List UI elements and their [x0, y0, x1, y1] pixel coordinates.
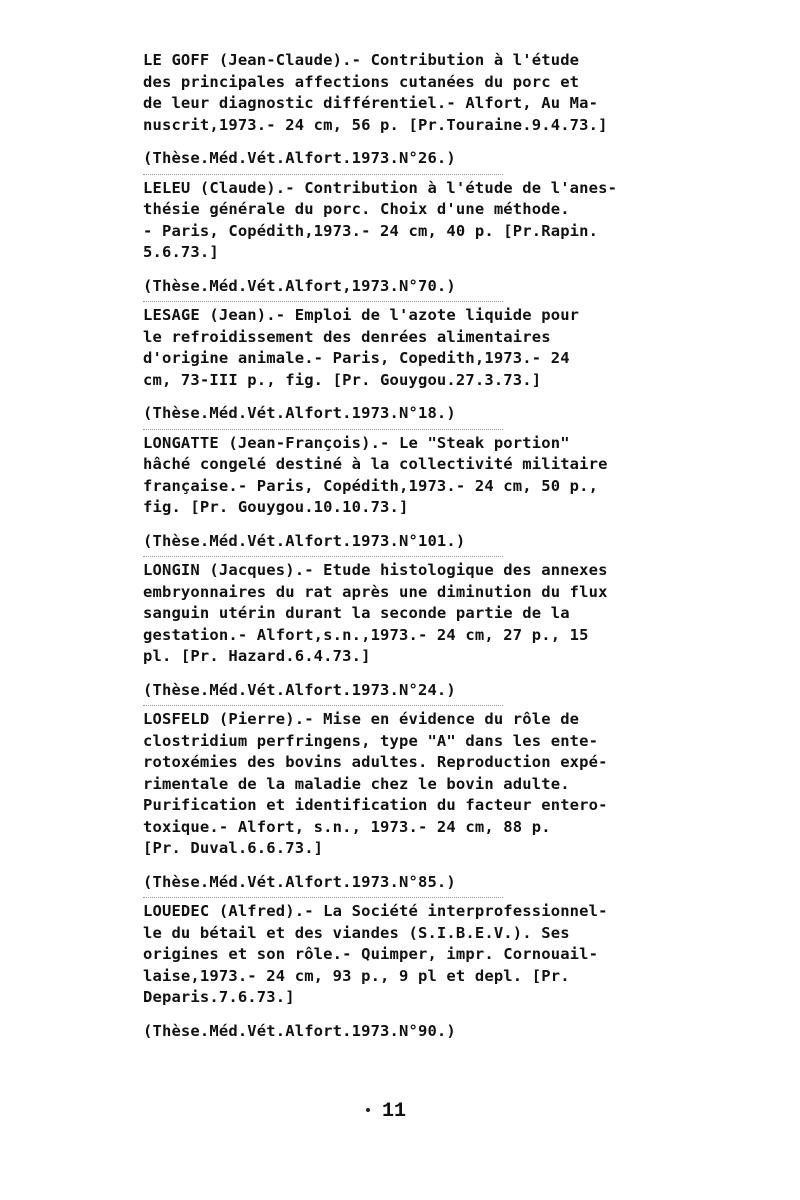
divider	[143, 556, 503, 557]
entry-line: embryonnaires du rat après une diminution du flux	[143, 582, 608, 601]
citation-text: (Thèse.Méd.Vét.Alfort.1973.N°101.)	[143, 531, 466, 550]
entry-line: LOSFELD (Pierre).- Mise en évidence du rôle de	[143, 710, 580, 728]
entry-line: le du bétail et des viandes (S.I.B.E.V.). Ses	[143, 923, 570, 942]
bibliography-entry	[143, 433, 683, 553]
entry-line: origines et son rôle.- Quimper, impr. Cornouail-	[143, 945, 599, 963]
entry-line: cm, 73-III p., fig. [Pr. Gouygou.27.3.73.]	[143, 370, 542, 389]
thesis-citation	[143, 1021, 683, 1043]
entry-line: LELEU (Claude).- Contribution à l'étude de l'anes-	[143, 178, 618, 197]
page-number-dot	[366, 1108, 370, 1112]
entry-line: laise,1973.- 24 cm, 93 p., 9 pl et depl. [Pr.	[143, 966, 570, 985]
entry-line: rimentale de la maladie chez le bovin adulte.	[143, 774, 570, 793]
entry-line: française.- Paris, Copédith,1973.- 24 cm, 50 p.,	[143, 476, 599, 495]
entry-line: Deparis.7.6.73.]	[143, 988, 295, 1006]
citation-text: (Thèse.Méd.Vét.Alfort.1973.N°90.)	[143, 1021, 456, 1040]
entry-line: LONGIN (Jacques).- Etude histologique des annexes	[143, 561, 608, 579]
bibliography-entry	[143, 560, 683, 701]
page-number: 11	[382, 1100, 407, 1123]
entry-line: fig. [Pr. Gouygou.10.10.73.]	[143, 498, 409, 516]
citation-text: (Thèse.Méd.Vét.Alfort.1973.N°26.)	[143, 149, 456, 167]
entry-line: - Paris, Copédith,1973.- 24 cm, 40 p. [Pr.Rapin.	[143, 221, 599, 240]
entry-line: le refroidissement des denrées alimentaires	[143, 327, 551, 346]
thesis-citation	[143, 531, 683, 553]
bibliography-entry	[143, 901, 683, 1042]
divider	[143, 429, 503, 430]
citation-text: (Thèse.Méd.Vét.Alfort,1973.N°70.)	[143, 276, 456, 295]
entry-line: de leur diagnostic différentiel.- Alfort, Au Ma-	[143, 94, 599, 112]
entry-line: LESAGE (Jean).- Emploi de l'azote liquide pour	[143, 306, 580, 324]
thesis-citation	[143, 148, 683, 170]
divider	[143, 705, 503, 706]
entry-line: clostridium perfringens, type "A" dans les ente-	[143, 731, 599, 750]
entry-line: toxique.- Alfort, s.n., 1973.- 24 cm, 88 p.	[143, 817, 551, 836]
entry-line: 5.6.73.]	[143, 243, 219, 261]
divider	[143, 897, 503, 898]
entry-line: d'origine animale.- Paris, Copedith,1973.- 24	[143, 349, 570, 367]
citation-text: (Thèse.Méd.Vét.Alfort.1973.N°85.)	[143, 872, 456, 891]
entry-line: rotoxémies des bovins adultes. Reproduction expé-	[143, 753, 608, 771]
thesis-citation	[143, 403, 683, 425]
entry-line: thésie générale du porc. Choix d'une méthode.	[143, 200, 570, 218]
entry-line: [Pr. Duval.6.6.73.]	[143, 839, 324, 857]
entry-line: gestation.- Alfort,s.n.,1973.- 24 cm, 27 p., 15	[143, 625, 589, 644]
citation-text: (Thèse.Méd.Vét.Alfort.1973.N°18.)	[143, 404, 456, 422]
entry-line: des principales affections cutanées du porc et	[143, 72, 580, 91]
entry-line: LONGATTE (Jean-François).- Le "Steak portion"	[143, 433, 570, 452]
entry-line: LOUEDEC (Alfred).- La Société interprofessionnel-	[143, 902, 608, 920]
bibliography-entry	[143, 709, 683, 893]
bibliography-entry	[143, 178, 683, 298]
entry-line: sanguin utérin durant la seconde partie de la	[143, 604, 570, 622]
bibliography-entry	[143, 305, 683, 425]
entry-line: nuscrit,1973.- 24 cm, 56 p. [Pr.Touraine.9.4.73.]	[143, 115, 608, 134]
divider	[143, 174, 503, 175]
divider	[143, 301, 503, 302]
thesis-citation	[143, 680, 683, 702]
bibliography-list	[143, 50, 683, 1050]
thesis-citation	[143, 276, 683, 298]
citation-text: (Thèse.Méd.Vét.Alfort.1973.N°24.)	[143, 680, 456, 699]
entry-line: Purification et identification du facteur entero-	[143, 796, 608, 814]
bibliography-entry	[143, 50, 683, 170]
entry-line: LE GOFF (Jean-Claude).- Contribution à l'étude	[143, 51, 580, 69]
entry-line: hâché congelé destiné à la collectivité militaire	[143, 455, 608, 473]
thesis-citation	[143, 872, 683, 894]
entry-line: pl. [Pr. Hazard.6.4.73.]	[143, 647, 371, 665]
